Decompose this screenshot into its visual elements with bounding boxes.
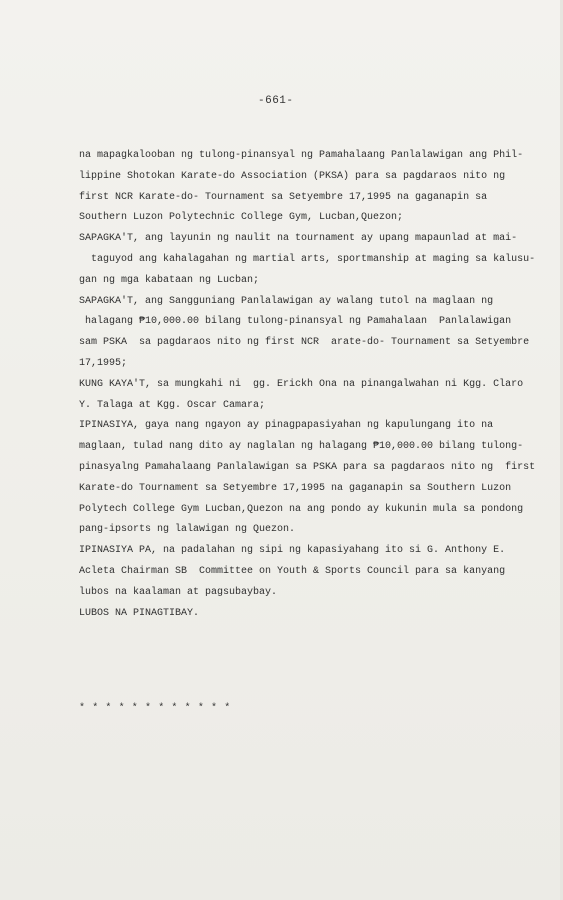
body-line: SAPAGKA'T, ang Sangguniang Panlalawigan ay walang tutol na maglaan ng: [79, 295, 494, 307]
body-line: IPINASIYA, gaya nang ngayon ay pinagpapasiyahan ng kapulungang ito na: [79, 420, 494, 432]
body-line: Southern Luzon Polytechnic College Gym, Lucban,Quezon;: [79, 212, 404, 224]
body-line: lubos na kaalaman at pagsubaybay.: [79, 586, 278, 598]
body-line: first NCR Karate-do- Tournament sa Setyembre 17,1995 na gaganapin sa: [79, 191, 488, 203]
body-line: Karate-do Tournament sa Setyembre 17,1995 na gaganapin sa Southern Luzon: [79, 482, 512, 494]
body-line: pang-ipsorts ng lalawigan ng Quezon.: [79, 524, 296, 536]
body-line: lippine Shotokan Karate-do Association (PKSA) para sa pagdaraos nito ng: [79, 170, 506, 182]
body-line: 17,1995;: [79, 357, 128, 369]
body-line: gan ng mga kabataan ng Lucban;: [79, 274, 260, 286]
body-line: Polytech College Gym Lucban,Quezon na ang pondo ay kukunin mula sa pondong: [79, 503, 524, 515]
body-line: taguyod ang kahalagahan ng martial arts, sportmanship at maging sa kalusu-: [79, 253, 536, 265]
body-line: maglaan, tulad nang dito ay naglalan ng halagang ₱10,000.00 bilang tulong-: [79, 441, 524, 453]
body-line: IPINASIYA PA, na padalahan ng sipi ng kapasiyahang ito si G. Anthony E.: [79, 545, 506, 557]
body-line: Acleta Chairman SB Committee on Youth & Sports Council para sa kanyang: [79, 565, 506, 577]
body-line: pinasyalng Pamahalaang Panlalawigan sa PSKA para sa pagdaraos nito ng first: [79, 461, 536, 473]
body-line: sam PSKA sa pagdaraos nito ng first NCR arate-do- Tournament sa Setyembre: [79, 337, 530, 349]
body-line: na mapagkalooban ng tulong-pinansyal ng Pamahalaang Panlalawigan ang Phil-: [79, 150, 524, 161]
body-line: Y. Talaga at Kgg. Oscar Camara;: [79, 399, 266, 411]
body-line: LUBOS NA PINAGTIBAY.: [79, 607, 200, 619]
body-line: halagang ₱10,000.00 bilang tulong-pinansyal ng Pamahalaan Panlalawigan: [79, 316, 512, 328]
bleed-through-top: [300, 6, 435, 15]
body-line: KUNG KAYA'T, sa mungkahi ni gg. Erickh Ona na pinangalwahan ni Kgg. Claro: [79, 378, 524, 390]
page-number: -661-: [258, 95, 294, 107]
body-line: SAPAGKA'T, ang layunin ng naulit na tournament ay upang mapaunlad at mai-: [79, 233, 518, 245]
resolution-body: [79, 146, 539, 624]
asterisk-separator: * * * * * * * * * * * *: [79, 703, 231, 714]
